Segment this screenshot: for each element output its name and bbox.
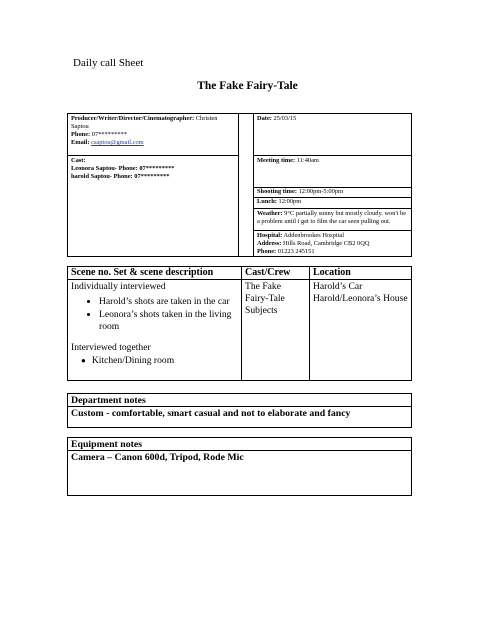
cast-crew-header: Cast/Crew	[242, 267, 309, 280]
hospital-cell	[254, 231, 411, 257]
department-notes-header: Department notes	[68, 394, 411, 407]
weather-value: 9°C partially sunny but mostly cloudy. won't be a problem until i get to film the car seen pulling out.	[257, 210, 407, 225]
meeting-value: 11:40am	[296, 157, 319, 164]
date-cell	[254, 114, 411, 156]
document-label: Daily call Sheet	[73, 57, 144, 69]
cast-crew-column	[242, 267, 310, 380]
schedule-panel	[253, 113, 412, 257]
location-1: Harold’s Car	[313, 281, 363, 292]
location-column	[310, 267, 411, 380]
producer-label: Producer/Writer/Director/Cinematographer:	[71, 115, 195, 122]
shooting-label: Shooting time:	[257, 188, 297, 195]
equipment-notes-box	[67, 437, 412, 496]
list-item: • Harold’s shots are taken in the car	[99, 296, 238, 308]
shooting-value: 12:00pm-5:00pm	[298, 188, 343, 195]
equipment-notes-body: Camera – Canon 600d, Tripod, Rode Mic	[71, 452, 244, 463]
weather-cell	[254, 209, 411, 231]
list-item: • Leonora’s shots taken in the living room	[99, 309, 238, 333]
cast-line-2: harold Saptou- Phone: 07*********	[71, 173, 170, 180]
individual-shots-list	[71, 296, 238, 333]
together-shots-list	[71, 355, 238, 367]
hospital-value: Addenbrookes Hospital	[283, 232, 344, 239]
location-header: Location	[310, 267, 411, 280]
table-spacer-column	[239, 113, 253, 257]
producer-phone: 07*********	[91, 131, 127, 138]
producer-cast-panel	[67, 113, 239, 257]
date-value: 25/03/15	[273, 115, 297, 122]
equipment-notes-header: Equipment notes	[68, 438, 411, 451]
department-notes-box	[67, 393, 412, 428]
hospital-phone-value: 01223 245151	[277, 248, 315, 255]
hospital-label: Hospital:	[257, 232, 283, 239]
producer-cell	[68, 114, 238, 156]
list-item: ● Kitchen/Dining room	[93, 355, 238, 367]
location-2: Harold/Leonora’s House	[313, 293, 408, 304]
lunch-label: Lunch:	[257, 198, 277, 205]
hospital-phone-label: Phone:	[257, 248, 277, 255]
address-value: Hills Road, Cambridge CB2 0QQ	[283, 240, 370, 247]
meeting-cell	[254, 156, 411, 188]
date-label: Date:	[257, 115, 272, 122]
scene-description-body	[68, 280, 241, 368]
weather-label: Weather:	[257, 210, 283, 217]
producer-email-link[interactable]: csaptou@gmail.com	[91, 139, 144, 146]
cast-cell	[68, 156, 238, 182]
meeting-label: Meeting time:	[257, 157, 296, 164]
producer-phone-label: Phone:	[71, 131, 91, 138]
department-notes-body: Custom - comfortable, smart casual and not to elaborate and fancy	[71, 408, 351, 419]
document-title: The Fake Fairy-Tale	[197, 80, 298, 92]
desc-together: Interviewed together	[71, 342, 151, 353]
producer-name-1: Christen	[195, 115, 218, 122]
scene-description-header: Scene no. Set & scene description	[68, 267, 241, 280]
producer-name-2: Saptou	[71, 123, 89, 130]
scene-description-column	[68, 267, 242, 380]
desc-intro: Individually interviewed	[71, 281, 166, 292]
lunch-cell	[254, 198, 411, 209]
address-label: Address:	[257, 240, 282, 247]
producer-email-label: Email:	[71, 139, 90, 146]
scene-table	[67, 266, 412, 381]
location-body	[310, 280, 411, 306]
cast-line-1: Leonora Saptou- Phone: 07*********	[71, 165, 175, 172]
shooting-cell	[254, 188, 411, 198]
cast-crew-value: The Fake Fairy-Tale Subjects	[245, 281, 285, 316]
cast-label: Cast:	[71, 157, 86, 164]
lunch-value: 12:00pm	[278, 198, 302, 205]
